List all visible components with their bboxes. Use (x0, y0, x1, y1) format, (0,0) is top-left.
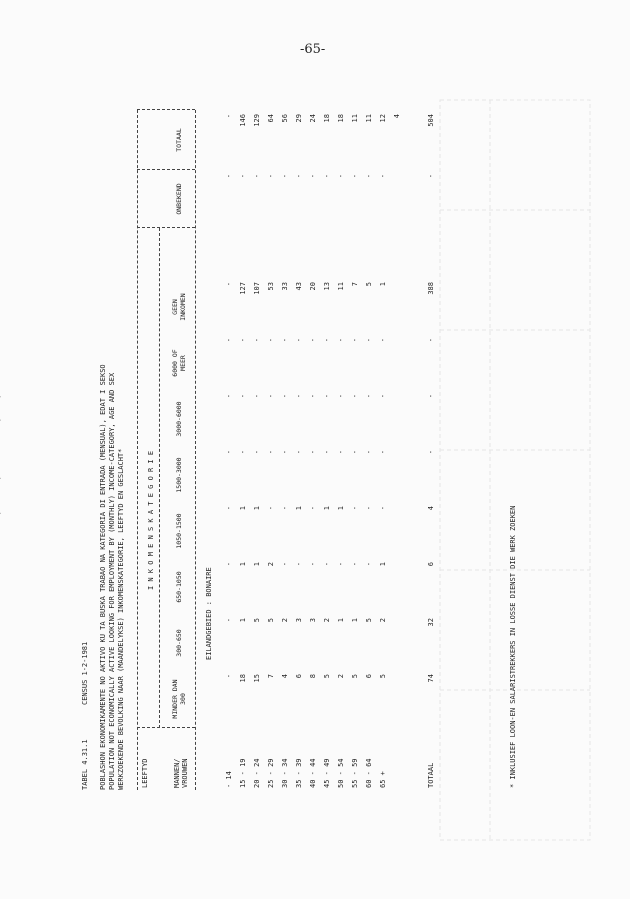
table-label: TABEL 4.31.1 (81, 739, 89, 790)
column-divider (137, 227, 195, 228)
table-row-cell: - (281, 174, 289, 179)
table-row-cell: 1 (379, 562, 387, 567)
table-row-cell: 129 (253, 114, 261, 127)
table-row-cell: - (379, 394, 387, 399)
table-row-cell: - (295, 562, 303, 567)
table-row-cell: 107 (253, 282, 261, 295)
sex-header-line-1: MANNEN/ (173, 758, 181, 788)
table-row-cell: - (225, 450, 233, 455)
table-row-cell: 24 (309, 114, 317, 123)
table-row-cell: - (281, 450, 289, 455)
table-row-cell: 7 (267, 674, 275, 679)
sex-header-line-2: VROUWEN (181, 758, 189, 788)
table-row-cell: - (337, 394, 345, 399)
table-row-cell: 6 (295, 674, 303, 679)
table-row-cell: - (309, 506, 317, 511)
income-category-header: I N K O M E N S K A T E G O R I E (147, 450, 155, 590)
table-row-cell: 29 (295, 114, 303, 123)
table-row-cell: 1 (337, 506, 345, 511)
table-row-cell: 3 (309, 618, 317, 623)
table-row-cell: 15 (253, 674, 261, 683)
table-row-cell: 5 (351, 674, 359, 679)
table-row-cell: - (309, 174, 317, 179)
table-row-cell: 18 (239, 674, 247, 683)
table-row-label: 35 - 39 (295, 758, 303, 788)
table-row-cell: - (239, 174, 247, 179)
table-row-cell: - (309, 562, 317, 567)
table-row-cell: - (351, 562, 359, 567)
table-row-cell: - (379, 338, 387, 343)
table-row-label: 45 - 49 (323, 758, 331, 788)
table-top-rule (137, 110, 138, 790)
table-row-cell: - (365, 562, 373, 567)
table-row-cell: 1 (379, 282, 387, 287)
total-row-cell: - (427, 338, 435, 343)
table-row-cell: 1 (337, 618, 345, 623)
table-row-cell: - (337, 450, 345, 455)
table-row-cell: 7 (351, 282, 359, 287)
table-row-cell: - (225, 394, 233, 399)
total-row-label: TOTAAL (427, 762, 435, 788)
table-row-cell: - (365, 338, 373, 343)
table-row-cell: - (351, 174, 359, 179)
table-row-cell: - (379, 450, 387, 455)
table-row-cell: 3 (295, 618, 303, 623)
table-row-cell: 6 (365, 674, 373, 679)
table-row-cell: - (351, 450, 359, 455)
table-row-cell: 2 (379, 618, 387, 623)
table-row-cell: 146 (239, 114, 247, 127)
table-row-label: 40 - 44 (309, 758, 317, 788)
table-row-cell: - (309, 450, 317, 455)
table-row-cell: - (239, 394, 247, 399)
table-row-cell: - (225, 174, 233, 179)
table-row-label: 55 - 59 (351, 758, 359, 788)
table-row-cell: - (323, 338, 331, 343)
table-row-label: 15 - 19 (239, 758, 247, 788)
table-row-cell: - (267, 506, 275, 511)
col-header-3000-6000: 3000-6000 (175, 401, 183, 437)
table-row-cell: - (365, 450, 373, 455)
table-row-cell: - (225, 114, 233, 119)
table-row-cell: - (253, 450, 261, 455)
table-row-cell: 64 (267, 114, 275, 123)
rotated-table-block (75, 90, 555, 810)
income-group-rule (159, 228, 160, 728)
table-row-cell: - (323, 394, 331, 399)
table-row-cell: 1 (253, 562, 261, 567)
table-row-cell: - (295, 450, 303, 455)
table-row-cell: - (225, 674, 233, 679)
table-row-cell: - (365, 506, 373, 511)
table-row-cell: - (239, 450, 247, 455)
table-row-label: 65 + (379, 771, 387, 788)
table-row-cell: 20 (309, 282, 317, 291)
table-row-cell: - (281, 394, 289, 399)
census-date: CENSUS 1-2-1981 (81, 641, 89, 705)
column-divider (137, 109, 195, 110)
footnote: * INKLUSIEF LOON-EN SALARISTREKKERS IN LOSSE DIENST DIE WERK ZOEKEN (509, 505, 517, 788)
total-row-cell: 4 (427, 506, 435, 511)
table-row-cell: - (281, 338, 289, 343)
table-row-cell: - (267, 338, 275, 343)
table-row-cell: 127 (239, 282, 247, 295)
table-row-cell: - (225, 562, 233, 567)
table-row-cell: - (365, 174, 373, 179)
table-row-cell: - (253, 174, 261, 179)
table-row-cell: 2 (337, 674, 345, 679)
table-row-cell: - (295, 394, 303, 399)
table-row-cell: - (253, 394, 261, 399)
table-row-cell: - (379, 174, 387, 179)
table-row-cell: - (281, 562, 289, 567)
table-row-label: 20 - 24 (253, 758, 261, 788)
table-row-cell: 2 (323, 618, 331, 623)
table-row-cell: - (323, 450, 331, 455)
table-row-cell: 18 (323, 114, 331, 123)
table-row-cell: - (225, 338, 233, 343)
col-header-total: TOTAAL (175, 128, 183, 152)
table-row-cell: 5 (267, 618, 275, 623)
table-row-cell: 5 (365, 618, 373, 623)
table-row-cell: - (365, 394, 373, 399)
table-row-cell: - (379, 506, 387, 511)
table-row-cell: 13 (323, 282, 331, 291)
table-row-cell: - (281, 506, 289, 511)
table-row-cell: 1 (323, 506, 331, 511)
table-row-cell: - (295, 338, 303, 343)
total-row-cell: 32 (427, 618, 435, 627)
table-row-cell: 1 (239, 506, 247, 511)
col-header-300-650: 300-650 (175, 629, 183, 657)
col-header-unknown: ONBEKEND (175, 183, 183, 215)
table-row-cell: - (267, 394, 275, 399)
table-row-cell: 43 (295, 282, 303, 291)
total-row-cell: - (427, 174, 435, 179)
table-row-label: - 14 (225, 771, 233, 788)
table-row-cell: 11 (337, 282, 345, 291)
table-row-cell: 1 (351, 618, 359, 623)
table-row-cell: 5 (253, 618, 261, 623)
table-row-label: 25 - 29 (267, 758, 275, 788)
table-row-label: 50 - 54 (337, 758, 345, 788)
table-row-cell: 18 (337, 114, 345, 123)
table-row-cell: 53 (267, 282, 275, 291)
total-row-cell: 388 (427, 282, 435, 295)
table-row-cell: - (267, 450, 275, 455)
table-row-cell: 12 (379, 114, 387, 123)
col-header-1050-1500: 1050-1500 (175, 513, 183, 549)
table-row-cell: - (351, 338, 359, 343)
table-row-cell: 5 (365, 282, 373, 287)
table-row-cell: 8 (309, 674, 317, 679)
col-header-no-income: GEEN INKOMEN (171, 293, 187, 321)
table-row-cell: - (337, 174, 345, 179)
table-row-cell: 4 (393, 114, 401, 119)
table-row-cell: - (239, 338, 247, 343)
table-row-cell: - (323, 562, 331, 567)
col-header-6000-plus: 6000 OF MEER (171, 349, 187, 377)
column-divider (137, 169, 195, 170)
table-row-cell: 5 (323, 674, 331, 679)
table-row-label: 60 - 64 (365, 758, 373, 788)
title-line-2: POPULATION NOT ECONOMICALLY ACTIVE LOOKING FOR EMPLOYMENT BY (MONTHLY) INCOME-CATEGORY, AGE AND SEX (108, 372, 116, 790)
table-row-cell: - (323, 174, 331, 179)
table-row-cell: 11 (365, 114, 373, 123)
table-row-cell: - (225, 618, 233, 623)
total-row-cell: - (427, 394, 435, 399)
total-row-cell: 504 (427, 114, 435, 127)
table-row-cell: - (309, 338, 317, 343)
page-edge-markings (0, 10, 1, 900)
col-header-1500-3000: 1500-3000 (175, 457, 183, 493)
table-row-cell: 5 (379, 674, 387, 679)
col-header-under-300: MINDER DAN 300 (171, 679, 187, 719)
total-row-cell: 74 (427, 674, 435, 683)
col-header-650-1050: 650-1050 (175, 571, 183, 603)
column-divider (137, 727, 195, 728)
page-number: -65- (300, 42, 326, 57)
table-row-cell: - (225, 282, 233, 287)
title-line-3: WERKZOEKENDE BEVOLKING NAAR (MAANDELYKSE) INKOMENSKATEGORIE, LEEFTYD EN GESLACHT* (117, 448, 125, 790)
table-row-cell: 1 (239, 618, 247, 623)
table-row-cell: 2 (267, 562, 275, 567)
title-line-1: POBLASHON EKONOMIKAMENTE NO AKTIVO KU TA BUSKA TRABAO NA KATEGORIA DI ENTRADA (MENSUAL), EDAT I SEKSO (99, 364, 107, 790)
table-row-cell: - (337, 338, 345, 343)
table-row-cell: - (337, 562, 345, 567)
total-row-cell: 6 (427, 562, 435, 567)
table-row-cell: 1 (239, 562, 247, 567)
table-row-cell: 11 (351, 114, 359, 123)
table-row-cell: - (267, 174, 275, 179)
table-row-cell: - (351, 506, 359, 511)
table-row-cell: 1 (253, 506, 261, 511)
age-header: LEEFTYD (141, 758, 149, 788)
table-row-cell: - (253, 338, 261, 343)
table-header-rule (195, 110, 196, 790)
table-row-cell: 1 (295, 506, 303, 511)
table-row-cell: - (225, 506, 233, 511)
table-row-cell: - (309, 394, 317, 399)
table-row-cell: - (351, 394, 359, 399)
total-row-cell: - (427, 450, 435, 455)
table-row-cell: 2 (281, 618, 289, 623)
table-row-cell: 4 (281, 674, 289, 679)
section-title: EILANDGEBIED : BONAIRE (205, 567, 213, 660)
table-row-cell: 33 (281, 282, 289, 291)
table-row-cell: - (295, 174, 303, 179)
table-row-label: 30 - 34 (281, 758, 289, 788)
table-row-cell: 56 (281, 114, 289, 123)
